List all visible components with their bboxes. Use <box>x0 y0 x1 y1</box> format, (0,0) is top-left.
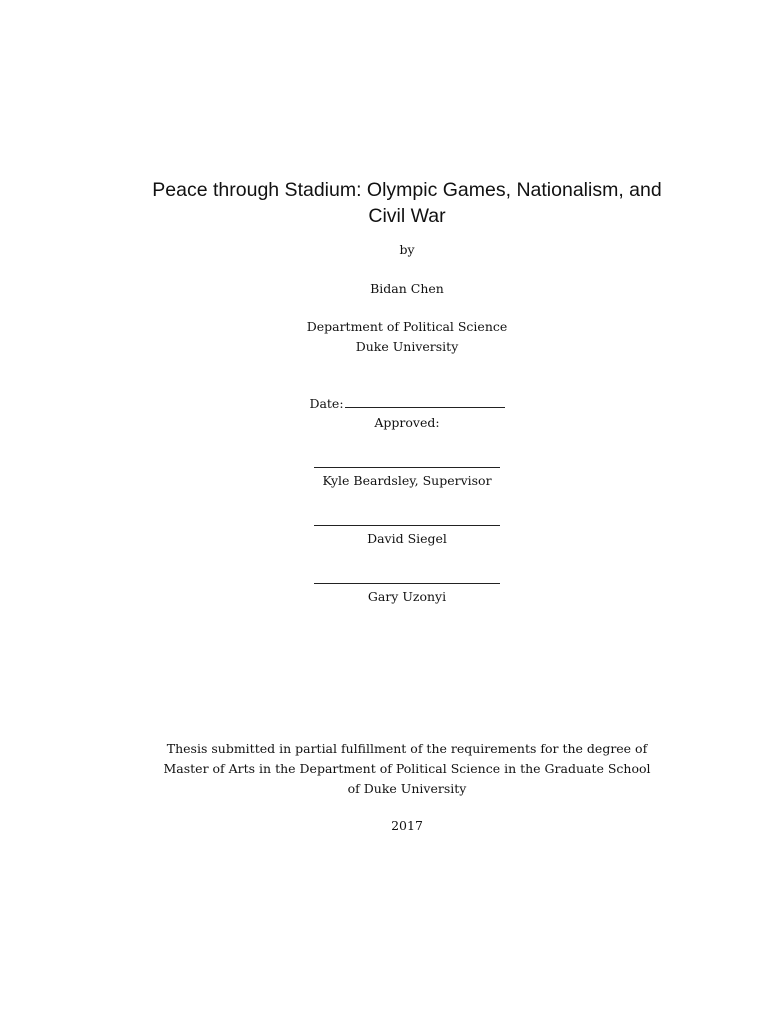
department-name: Department of Political Science <box>306 319 508 334</box>
degree-statement-line-3: of Duke University <box>347 781 467 796</box>
degree-statement-line-2: Master of Arts in the Department of Political Science in the Graduate School <box>163 761 651 776</box>
year: 2017 <box>391 818 423 833</box>
date-field <box>157 394 657 414</box>
signature-line <box>314 583 500 584</box>
signature-line <box>314 467 500 468</box>
approved-label: Approved: <box>374 415 440 430</box>
degree-statement <box>130 739 684 799</box>
committee-member-name: Gary Uzonyi <box>367 589 447 604</box>
signature-line <box>314 525 500 526</box>
thesis-title-line-2: Civil War <box>368 205 446 227</box>
thesis-title <box>100 177 714 229</box>
date-label: Date: <box>309 396 344 411</box>
thesis-title-line-1: Peace through Stadium: Olympic Games, Nationalism, and <box>152 179 662 201</box>
by-label: by <box>399 242 415 257</box>
date-blank-line <box>345 395 505 408</box>
author-name: Bidan Chen <box>370 281 444 296</box>
degree-statement-line-1: Thesis submitted in partial fulfillment of the requirements for the degree of <box>166 741 648 756</box>
committee-member-name: David Siegel <box>367 531 447 546</box>
university-name: Duke University <box>355 339 459 354</box>
committee-member-name: Kyle Beardsley, Supervisor <box>322 473 492 488</box>
